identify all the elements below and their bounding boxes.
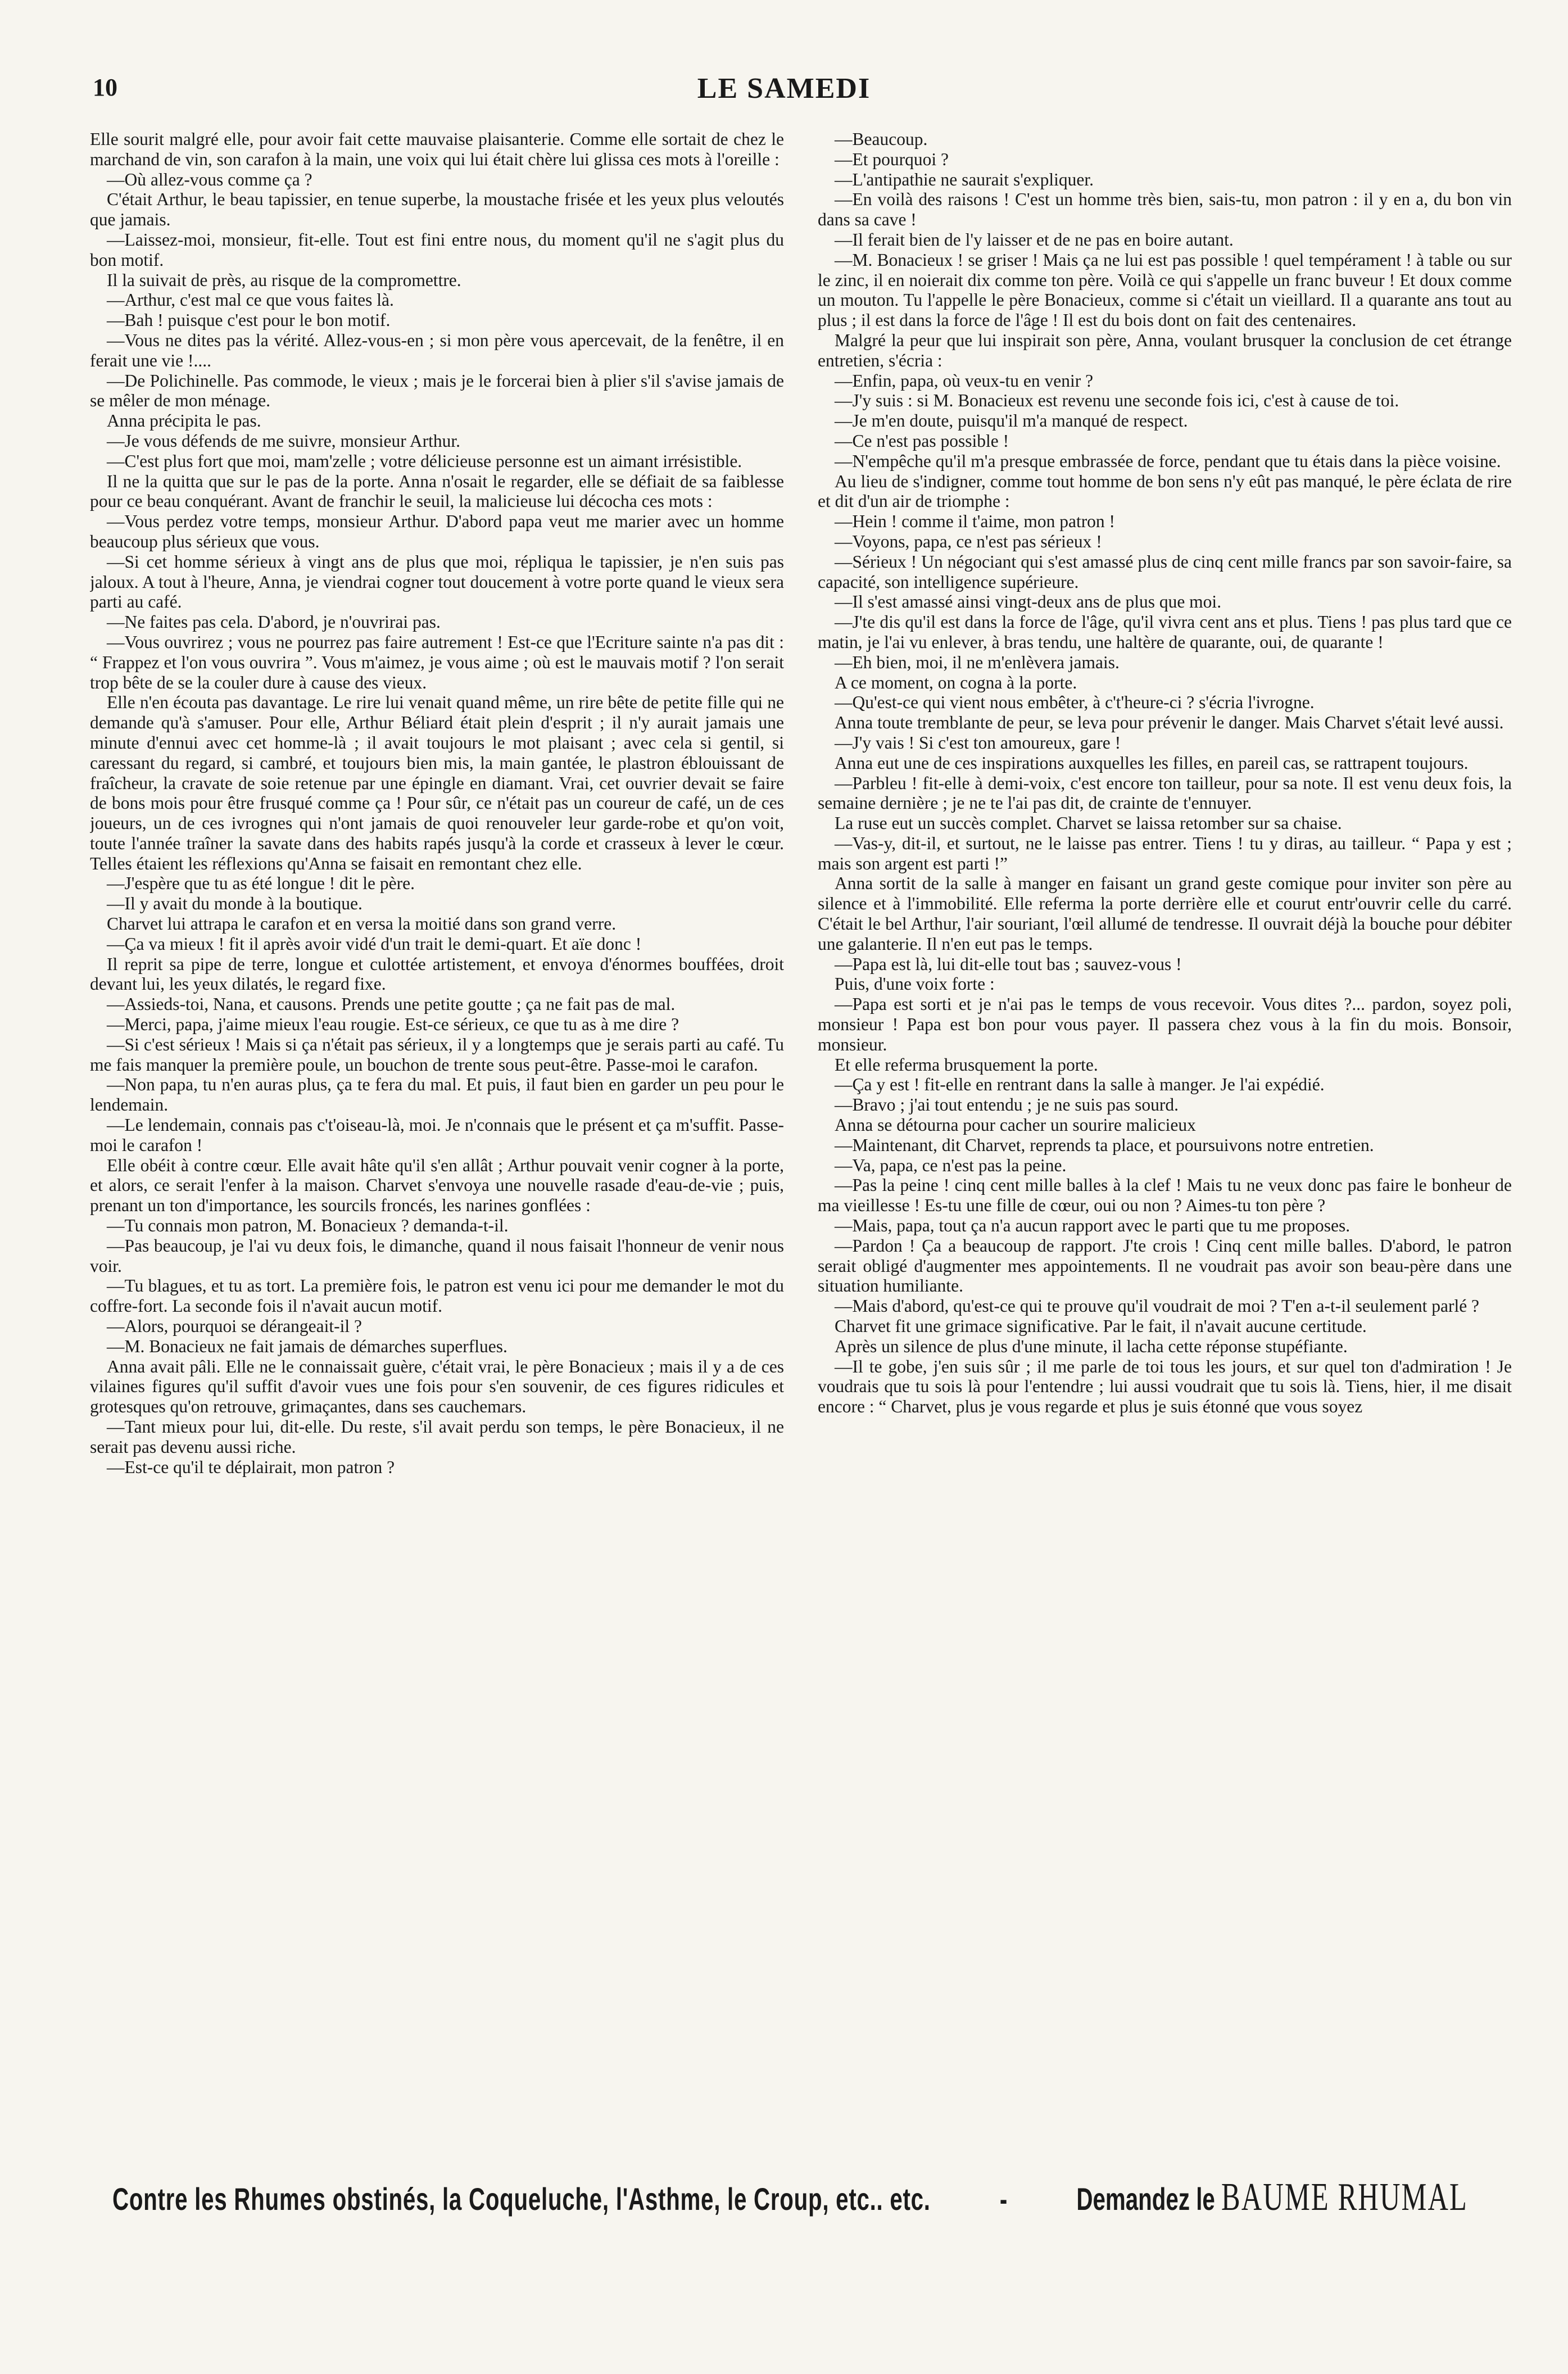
paragraph: Malgré la peur que lui inspirait son père, Anna, voulant brusquer la conclusion de cet étrange entretien, s'écria : xyxy=(818,330,1512,370)
paragraph: —Alors, pourquoi se dérangeait-il ? xyxy=(107,1316,362,1336)
paragraph: —Tu blagues, et tu as tort. La première fois, le patron est venu ici pour me demander le mot du coffre-fort. La seconde fois il n'avait aucun motif. xyxy=(90,1276,784,1316)
paragraph: Après un silence de plus d'une minute, il lacha cette réponse stupéfiante. xyxy=(835,1336,1348,1356)
paragraph: —Assieds-toi, Nana, et causons. Prends une petite goutte ; ça ne fait pas de mal. xyxy=(107,994,676,1014)
paragraph: Anna toute tremblante de peur, se leva pour prévenir le danger. Mais Charvet s'était levé aussi. xyxy=(835,713,1504,733)
paragraph: Au lieu de s'indigner, comme tout homme de bon sens n'y eût pas manqué, le père éclata de rire et dit d'un air de triomphe : xyxy=(818,471,1512,511)
paragraph: —Pas beaucoup, je l'ai vu deux fois, le dimanche, quand il nous faisait l'honneur de venir nous voir. xyxy=(90,1235,784,1276)
ad-left-text: Contre les Rhumes obstinés, la Coqueluche, l'Asthme, le Croup, etc.. etc. xyxy=(112,2181,931,2217)
paragraph: —Mais d'abord, qu'est-ce qui te prouve qu'il voudrait de moi ? T'en a-t-il seulement parlé ? xyxy=(835,1296,1480,1316)
paragraph: —J'te dis qu'il est dans la force de l'âge, qu'il vivra cent ans et plus. Tiens ! pas plus tard que ce matin, je l'ai vu enlever, à bras tendu, une haltère de quarante, oui, de quarante ! xyxy=(818,612,1512,652)
paragraph: —Il te gobe, j'en suis sûr ; il me parle de toi tous les jours, et sur quel ton d'admiration ! Je voudrais que tu sois là pour l'entendre ; lui aussi voudrait que tu sois là. Tiens, hier, il me disait encore : “ Charvet, plus je vous regarde et plus je suis étonné que vous soyez xyxy=(818,1356,1512,1417)
right-column xyxy=(818,129,1512,2130)
paragraph: Elle obéit à contre cœur. Elle avait hâte qu'il s'en allât ; Arthur pouvait venir cogner à la porte, et alors, ce serait l'enfer à la maison. Charvet s'envoya une nouvelle rasade d'eau-de-vie ; puis, prenant un ton d'importance, les sourcils froncés, les narines gonflées : xyxy=(90,1155,784,1216)
paragraph: —J'y vais ! Si c'est ton amoureux, gare ! xyxy=(835,732,1121,753)
paragraph: —Je vous défends de me suivre, monsieur Arthur. xyxy=(107,431,461,451)
paragraph: Charvet fit une grimace significative. Par le fait, il n'avait aucune certitude. xyxy=(835,1316,1367,1336)
paragraph: —Papa est sorti et je n'ai pas le temps de vous recevoir. Vous dites ?... pardon, soyez poli, monsieur ! Papa est bon pour vous payer. Il passera chez vous à la fin du mois. Bonsoir, monsieur. xyxy=(818,994,1512,1054)
paragraph: —Je m'en doute, puisqu'il m'a manqué de respect. xyxy=(835,411,1188,431)
ad-dash: - xyxy=(999,2181,1008,2217)
paragraph: —Ne faites pas cela. D'abord, je n'ouvrirai pas. xyxy=(107,612,441,632)
paragraph: —Pardon ! Ça a beaucoup de rapport. J'te crois ! Cinq cent mille balles. D'abord, le patron serait obligé d'augmenter mes appointements. Il ne voudrait pas avoir son beau-père dans une situation humiliante. xyxy=(818,1235,1512,1296)
paragraph: —M. Bonacieux ! se griser ! Mais ça ne lui est pas possible ! quel tempérament ! à table ou sur le zinc, il en noierait dix comme ton père. Voilà ce qui s'appelle un franc buveur ! Et doux comme un mouton. Tu l'appelle le père Bonacieux, comme si c'était un vieillard. Il a quarante ans tout au plus ; il est dans la force de l'âge ! Il est du bois dont on fait des centenaires. xyxy=(818,250,1512,330)
paragraph: —L'antipathie ne saurait s'expliquer. xyxy=(835,169,1094,189)
paragraph: —Ça va mieux ! fit il après avoir vidé d'un trait le demi-quart. Et aïe donc ! xyxy=(107,934,642,954)
paragraph: —Eh bien, moi, il ne m'enlèvera jamais. xyxy=(835,652,1120,672)
paragraph: —Arthur, c'est mal ce que vous faites là. xyxy=(107,290,394,310)
paragraph: Il la suivait de près, au risque de la compromettre. xyxy=(107,270,461,290)
paragraph: Puis, d'une voix forte : xyxy=(835,974,995,994)
paragraph: —Voyons, papa, ce n'est pas sérieux ! xyxy=(835,531,1102,551)
paragraph: —Il y avait du monde à la boutique. xyxy=(107,894,362,914)
paragraph: —Merci, papa, j'aime mieux l'eau rougie. Est-ce sérieux, ce que tu as à me dire ? xyxy=(107,1014,679,1035)
footer-advertisement xyxy=(112,2175,1468,2220)
paragraph: —Vous ouvrirez ; vous ne pourrez pas faire autrement ! Est-ce que l'Ecriture sainte n'a pas dit : “ Frappez et l'on vous ouvrira ”. Vous m'aimez, je vous aime ; où est le mauvais motif ? l'on serait trop bête de se la couler dure à cause des vieux. xyxy=(90,632,784,692)
paragraph: —Beaucoup. xyxy=(835,129,928,149)
paragraph: C'était Arthur, le beau tapissier, en tenue superbe, la moustache frisée et les yeux plus veloutés que jamais. xyxy=(90,189,784,230)
paragraph: —Hein ! comme il t'aime, mon patron ! xyxy=(835,511,1116,532)
paragraph: —Bravo ; j'ai tout entendu ; je ne suis pas sourd. xyxy=(835,1095,1179,1115)
paragraph: —Où allez-vous comme ça ? xyxy=(107,169,312,189)
paragraph: —Pas la peine ! cinq cent mille balles à la clef ! Mais tu ne veux donc pas faire le bonheur de ma vieillesse ! Es-tu une fille de cœur, oui ou non ? Aimes-tu ton père ? xyxy=(818,1175,1512,1216)
paragraph: Et elle referma brusquement la porte. xyxy=(835,1054,1098,1075)
paragraph: —Laissez-moi, monsieur, fit-elle. Tout est fini entre nous, du moment qu'il ne s'agit plus du bon motif. xyxy=(90,229,784,270)
ad-right-text xyxy=(1076,2175,1468,2220)
paragraph: —En voilà des raisons ! C'est un homme très bien, sais-tu, mon patron : il y en a, du bon vin dans sa cave ! xyxy=(818,189,1512,230)
paragraph: —Si cet homme sérieux à vingt ans de plus que moi, répliqua le tapissier, je n'en suis pas jaloux. A tout à l'heure, Anna, je viendrai cogner tout doucement à votre porte quand le vieux sera parti au café. xyxy=(90,551,784,612)
paragraph: —Ça y est ! fit-elle en rentrant dans la salle à manger. Je l'ai expédié. xyxy=(835,1075,1325,1095)
paragraph: —Vas-y, dit-il, et surtout, ne le laisse pas entrer. Tiens ! tu y diras, au tailleur. “ Papa y est ; mais son argent est parti !” xyxy=(818,833,1512,873)
paragraph: —Va, papa, ce n'est pas la peine. xyxy=(835,1155,1067,1175)
paragraph: —Et pourquoi ? xyxy=(835,149,949,169)
paragraph: —M. Bonacieux ne fait jamais de démarches superflues. xyxy=(107,1336,507,1356)
article-columns xyxy=(90,129,1512,2130)
paragraph: —Parbleu ! fit-elle à demi-voix, c'est encore ton tailleur, pour sa note. Il est venu deux fois, la semaine dernière ; je ne te l'ai pas dit, de crainte de t'ennuyer. xyxy=(818,773,1512,813)
paragraph: —C'est plus fort que moi, mam'zelle ; votre délicieuse personne est un aimant irrésistible. xyxy=(107,451,742,471)
paragraph: —Sérieux ! Un négociant qui s'est amassé plus de cinq cent mille francs par son savoir-faire, sa capacité, son intelligence supérieure. xyxy=(818,551,1512,592)
paragraph: Il ne la quitta que sur le pas de la porte. Anna n'osait le regarder, elle se défiait de sa faiblesse pour ce beau conquérant. Avant de franchir le seuil, la malicieuse lui décocha ces mots : xyxy=(90,471,784,511)
paragraph: La ruse eut un succès complet. Charvet se laissa retomber sur sa chaise. xyxy=(835,813,1342,833)
left-column xyxy=(90,129,784,2130)
paragraph: —N'empêche qu'il m'a presque embrassée de force, pendant que tu étais dans la pièce voisine. xyxy=(835,451,1501,471)
ad-right-prefix: Demandez le xyxy=(1076,2181,1215,2217)
paragraph: —Non papa, tu n'en auras plus, ça te fera du mal. Et puis, il faut bien en garder un peu pour le lendemain. xyxy=(90,1075,784,1115)
paragraph: —Vous perdez votre temps, monsieur Arthur. D'abord papa veut me marier avec un homme beaucoup plus sérieux que vous. xyxy=(90,511,784,551)
paragraph: A ce moment, on cogna à la porte. xyxy=(835,672,1077,692)
paragraph: —Enfin, papa, où veux-tu en venir ? xyxy=(835,370,1094,391)
paragraph: —Il ferait bien de l'y laisser et de ne pas en boire autant. xyxy=(835,229,1234,250)
page-number: 10 xyxy=(93,74,117,101)
paragraph: Anna avait pâli. Elle ne le connaissait guère, c'était vrai, le père Bonacieux ; mais il y a de ces vilaines figures qu'il suffit d'avoir vues une fois pour s'en souvenir, de ces figures ridicules et grotesques qu'on retrouve, grimaçantes, dans ses cauchemars. xyxy=(90,1356,784,1417)
paragraph: —J'y suis : si M. Bonacieux est revenu une seconde fois ici, c'est à cause de toi. xyxy=(835,391,1399,411)
paragraph: Anna eut une de ces inspirations auxquelles les filles, en pareil cas, se rattrapent toujours. xyxy=(835,753,1469,773)
paragraph: Elle sourit malgré elle, pour avoir fait cette mauvaise plaisanterie. Comme elle sortait de chez le marchand de vin, son carafon à la main, une voix qui lui était chère lui glissa ces mots à l'oreille : xyxy=(90,129,784,169)
paragraph: —Le lendemain, connais pas c't'oiseau-là, moi. Je n'connais que le présent et ça m'suffit. Passe-moi le carafon ! xyxy=(90,1115,784,1155)
paragraph: —Papa est là, lui dit-elle tout bas ; sauvez-vous ! xyxy=(835,954,1182,974)
paragraph: —Vous ne dites pas la vérité. Allez-vous-en ; si mon père vous apercevait, de la fenêtre, il en ferait une vie !.... xyxy=(90,330,784,370)
paragraph: —Si c'est sérieux ! Mais si ça n'était pas sérieux, il y a longtemps que je serais parti au café. Tu me fais manquer la première poule, un bouchon de trente sous peut-être. Passe-moi le carafon. xyxy=(90,1034,784,1075)
paragraph: —J'espère que tu as été longue ! dit le père. xyxy=(107,873,415,894)
paragraph: Anna précipita le pas. xyxy=(107,411,261,431)
paragraph: Il reprit sa pipe de terre, longue et culottée artistement, et envoya d'énormes bouffées, droit devant lui, les yeux dilatés, le regard fixe. xyxy=(90,954,784,994)
paragraph: —Il s'est amassé ainsi vingt-deux ans de plus que moi. xyxy=(835,592,1222,612)
ad-brand: BAUME RHUMAL xyxy=(1221,2176,1468,2219)
running-title: LE SAMEDI xyxy=(697,73,871,105)
paragraph: —Bah ! puisque c'est pour le bon motif. xyxy=(107,310,391,330)
paragraph: Elle n'en écouta pas davantage. Le rire lui venait quand même, un rire bête de petite fille qui ne demande qu'à s'amuser. Pour elle, Arthur Béliard était plein d'esprit ; il n'y aurait jamais une minute d'ennui avec cet homme-là ; il avait toujours le mot plaisant ; avec cela si gentil, si caressant du regard, si cambré, et toujours bien mis, la main gantée, le plastron éblouissant de fraîcheur, la cravate de soie retenue par une épingle en diamant. Vrai, cet ouvrier devait se faire de bons mois pour être frusqué comme ça ! Pour sûr, ce n'était pas un coureur de café, un de ces joueurs, un de ces ivrognes qui n'ont jamais de quoi renouveler leur garde-robe et qu'on voit, toute l'année traîner la savate dans des habits rapés jusqu'à la corde et crasseux à lever le cœur. Telles étaient les réflexions qu'Anna se faisait en remontant chez elle. xyxy=(90,692,784,873)
paragraph: Anna sortit de la salle à manger en faisant un grand geste comique pour inviter son père au silence et à l'immobilité. Elle referma la porte derrière elle et courut entr'ouvrir celle du carré. C'était le bel Arthur, l'air souriant, l'œil allumé de tendresse. Il ouvrait déjà la bouche pour débiter une galanterie. Il n'en eut pas le temps. xyxy=(818,873,1512,954)
paragraph: —De Polichinelle. Pas commode, le vieux ; mais je le forcerai bien à plier s'il s'avise jamais de se mêler de mon ménage. xyxy=(90,370,784,411)
paragraph: —Tant mieux pour lui, dit-elle. Du reste, s'il avait perdu son temps, le père Bonacieux, il ne serait pas devenu aussi riche. xyxy=(90,1417,784,1457)
paragraph: —Ce n'est pas possible ! xyxy=(835,431,1009,451)
paragraph: —Tu connais mon patron, M. Bonacieux ? demanda-t-il. xyxy=(107,1216,509,1236)
paragraph: —Est-ce qu'il te déplairait, mon patron ? xyxy=(107,1457,395,1477)
paragraph: —Mais, papa, tout ça n'a aucun rapport avec le parti que tu me proposes. xyxy=(835,1216,1351,1236)
paragraph: —Maintenant, dit Charvet, reprends ta place, et poursuivons notre entretien. xyxy=(835,1135,1374,1155)
paragraph: Anna se détourna pour cacher un sourire malicieux xyxy=(835,1115,1196,1135)
paragraph: Charvet lui attrapa le carafon et en versa la moitié dans son grand verre. xyxy=(107,914,617,934)
paragraph: —Qu'est-ce qui vient nous embêter, à c't'heure-ci ? s'écria l'ivrogne. xyxy=(835,692,1315,713)
